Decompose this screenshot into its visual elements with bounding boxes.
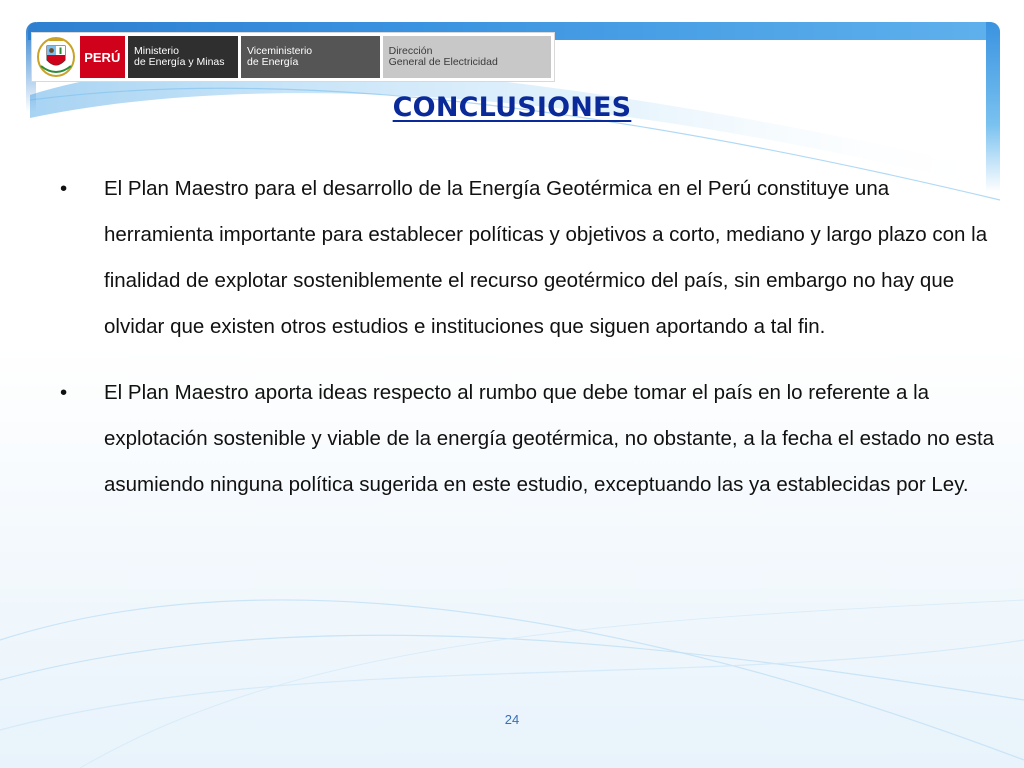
bullet-point-icon: •	[60, 381, 68, 404]
ministry-line-1: Ministerio	[134, 45, 179, 57]
coat-of-arms-icon	[32, 33, 80, 81]
vice-ministry-label	[241, 36, 380, 78]
directorate-line-2: General de Electricidad	[388, 56, 498, 68]
vice-ministry-line-2: de Energía	[246, 56, 299, 68]
vice-ministry-line-1: Viceministerio	[246, 45, 313, 57]
bullet-list	[60, 166, 1000, 528]
institution-logo-bar	[32, 33, 554, 81]
bullet-item	[60, 370, 1000, 508]
ministry-line-2: de Energía y Minas	[134, 56, 225, 68]
bullet-item	[60, 166, 1000, 350]
bullet-point-icon: •	[60, 177, 68, 200]
ministry-label	[128, 36, 238, 78]
page-number: 24	[504, 712, 520, 727]
directorate-label	[383, 36, 551, 78]
bullet-text: El Plan Maestro aporta ideas respecto al rumbo que debe tomar el país en lo referente a la explotación sostenible y viable de la energía geotérmica, no obstante, a la fecha el estado no esta asumiendo ninguna política sugerida en este estudio, exceptuando las ya establecidas por Ley.	[104, 381, 995, 496]
slide-title: CONCLUSIONES	[392, 92, 632, 123]
bullet-text: El Plan Maestro para el desarrollo de la Energía Geotérmica en el Perú constituye una herramienta importante para establecer políticas y objetivos a corto, mediano y largo plazo con la finalidad de explotar sosteniblemente el recurso geotérmico del país, sin embargo no hay que olvidar que existen otros estudios e instituciones que siguen aportando a tal fin.	[104, 177, 988, 338]
directorate-line-1: Dirección	[388, 45, 433, 57]
country-label: PERÚ	[80, 36, 126, 78]
